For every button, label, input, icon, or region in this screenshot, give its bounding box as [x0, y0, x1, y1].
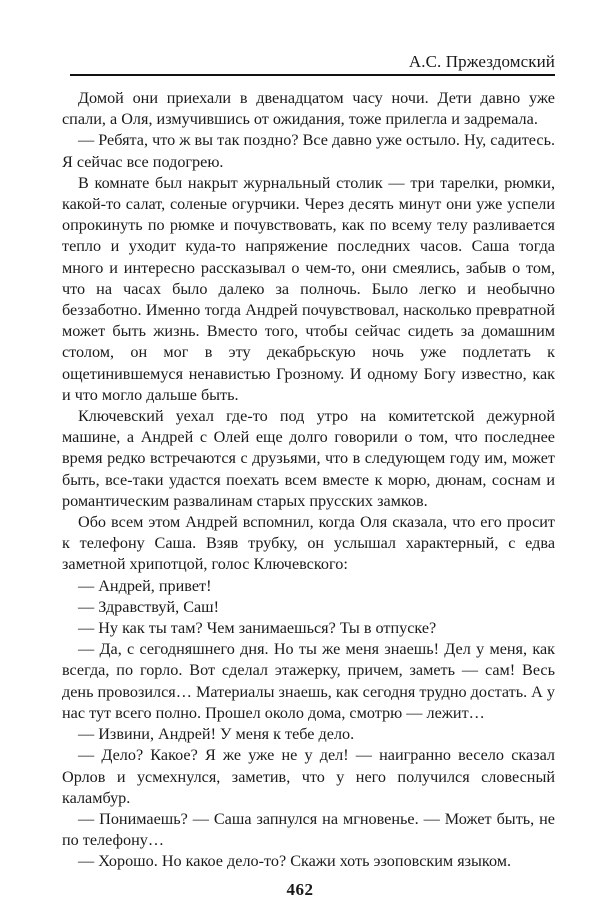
dialogue-line: — Дело? Какое? Я же уже не у дел! — наигранно весело сказал Орлов и усмехнулся, заметив, что у него получился словесный каламбур. — [62, 746, 555, 807]
dialogue-line: — Ну как ты там? Чем занимаешься? Ты в отпуске? — [78, 619, 437, 638]
body-text — [62, 88, 555, 873]
running-header — [60, 52, 555, 74]
dialogue-line: — Андрей, привет! — [78, 576, 212, 595]
header-rule — [70, 74, 555, 76]
dialogue-line: — Да, с сегодняшнего дня. Но ты же меня знаешь! Дел у меня, как всегда, по горло. Вот сделал этажерку, причем, заметь — сам! Весь день провозился… Материалы знаешь, как сегодня трудно достать. А у нас тут всего полно. Прошел около дома, смотрю — лежит… — [62, 640, 555, 722]
dialogue-line: — Хорошо. Но какое дело-то? Скажи хоть эзоповским языком. — [78, 852, 512, 871]
dialogue-line: — Понимаешь? — Саша запнулся на мгновенье. — Может быть, не по телефону… — [62, 809, 555, 850]
paragraph: В комнате был накрыт журнальный столик — три тарелки, рюмки, какой-то салат, соленые огурчики. Через десять минут они уже успели опрокинуть по рюмке и почувствовать, как по всему телу разливается тепло и уходит куда-то напряжение последних часов. Саша тогда много и интересно рассказывал о чем-то, они смеялись, забыв о том, что на часах было далеко за полночь. Было легко и необычно беззаботно. Именно тогда Андрей почувствовал, насколько превратной может быть жизнь. Вместо того, чтобы сейчас сидеть за домашним столом, он мог в эту декабрьскую ночь уже подлетать к ощетинившемуся ненавистью Грозному. И одному Богу известно, как и что могло дальше быть. — [62, 173, 555, 404]
paragraph: Ключевский уехал где-то под утро на комитетской дежурной машине, а Андрей с Олей еще долго говорили о том, что последнее время редко встречаются с друзьями, что в следующем году им, может быть, все-таки удастся поехать всем вместе к морю, дюнам, соснам и романтическим развалинам старых прусских замков. — [62, 407, 555, 510]
header-author: А.С. Пржездомский — [408, 52, 555, 71]
dialogue-line: — Ребята, что ж вы так поздно? Все давно уже остыло. Ну, садитесь. Я сейчас все подогрею. — [62, 131, 555, 171]
dialogue-line: — Извини, Андрей! У меня к тебе дело. — [78, 725, 355, 744]
dialogue-line: — Здравствуй, Саш! — [78, 597, 220, 616]
paragraph: Обо всем этом Андрей вспомнил, когда Оля сказала, что его просит к телефону Саша. Взяв трубку, он услышал характерный, с едва заметной хрипотцой, голос Ключевского: — [62, 513, 555, 574]
page-number: 462 — [286, 880, 314, 899]
paragraph: Домой они приехали в двенадцатом часу ночи. Дети давно уже спали, а Оля, измучившись от ожидания, тоже прилегла и задремала. — [62, 89, 555, 129]
